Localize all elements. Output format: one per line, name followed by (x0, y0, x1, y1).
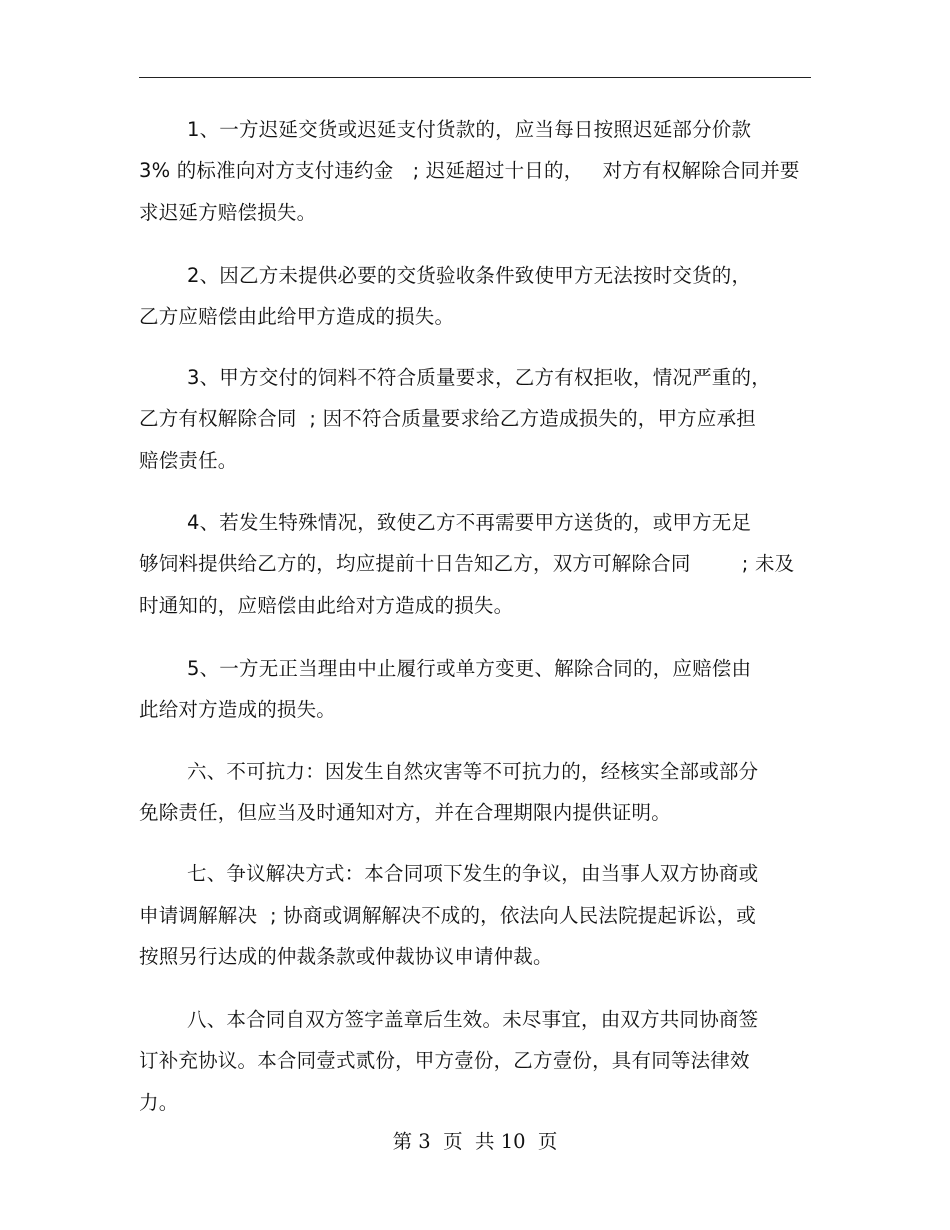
paragraph-7-line-2: 申请调解解决 ; 协商或调解解决不成的，依法向人民法院提起诉讼，或 (139, 904, 756, 927)
paragraph-3-line-1: 3、甲方交付的饲料不符合质量要求，乙方有权拒收，情况严重的， (187, 366, 771, 389)
paragraph-3-line-2: 乙方有权解除合同 ; 因不符合质量要求给乙方造成损失的，甲方应承担 (139, 407, 756, 430)
paragraph-2-line-2: 乙方应赔偿由此给甲方造成的损失。 (139, 305, 455, 328)
header-rule (139, 77, 811, 78)
paragraph-5-line-2: 此给对方造成的损失。 (139, 698, 337, 721)
paragraph-1-line-3: 求迟延方赔偿损失。 (139, 201, 317, 224)
paragraph-2-line-1: 2、因乙方未提供必要的交货验收条件致使甲方无法按时交货的， (187, 264, 752, 287)
paragraph-7-line-3: 按照另行达成的仲裁条款或仲裁协议申请仲裁。 (139, 945, 553, 968)
paragraph-1-line-2: 3% 的标准向对方支付违约金 ; 迟延超过十日的， 对方有权解除合同并要 (139, 159, 800, 182)
paragraph-4-line-3: 时通知的，应赔偿由此给对方造成的损失。 (139, 594, 514, 617)
paragraph-8-line-1: 八、本合同自双方签字盖章后生效。未尽事宜，由双方共同协商签 (187, 1008, 759, 1031)
paragraph-6-line-2: 免除责任，但应当及时通知对方，并在合理期限内提供证明。 (139, 801, 671, 824)
paragraph-7-line-1: 七、争议解决方式：本合同项下发生的争议，由当事人双方协商或 (187, 862, 759, 885)
paragraph-6-line-1: 六、不可抗力：因发生自然灾害等不可抗力的，经核实全部或部分 (187, 760, 759, 783)
paragraph-5-line-1: 5、一方无正当理由中止履行或单方变更、解除合同的，应赔偿由 (187, 657, 752, 680)
page-number-label: 第 3 页 共 10 页 (392, 1130, 558, 1153)
paragraph-8-line-2: 订补充协议。本合同壹式贰份，甲方壹份，乙方壹份，具有同等法律效 (139, 1049, 750, 1072)
paragraph-4-line-2: 够饲料提供给乙方的，均应提前十日告知乙方，双方可解除合同 ; 未及 (139, 552, 795, 575)
paragraph-8-line-3: 力。 (139, 1091, 179, 1114)
paragraph-1-line-1: 1、一方迟延交货或迟延支付货款的，应当每日按照迟延部分价款 (187, 118, 752, 141)
paragraph-3-line-3: 赔偿责任。 (139, 449, 238, 472)
page-footer (0, 1129, 950, 1155)
paragraph-4-line-1: 4、若发生特殊情况，致使乙方不再需要甲方送货的，或甲方无足 (187, 511, 752, 534)
